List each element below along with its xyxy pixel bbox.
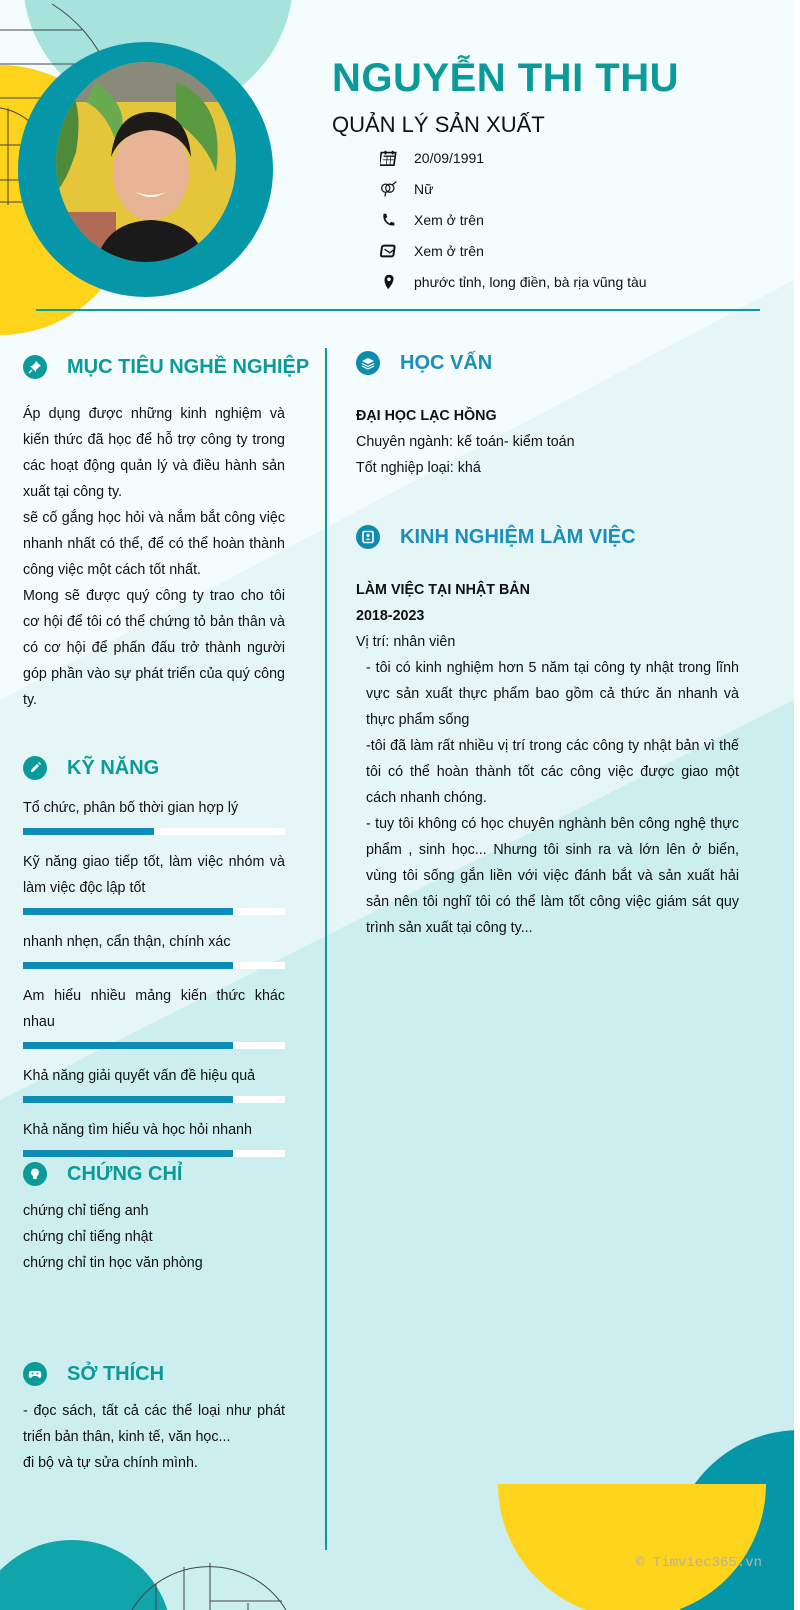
info-birthdate bbox=[380, 142, 647, 173]
gender-icon bbox=[380, 179, 414, 199]
skill-bar-fill bbox=[23, 908, 233, 915]
pencil-icon bbox=[23, 756, 47, 780]
skill-item bbox=[23, 1117, 285, 1157]
candidate-title: QUẢN LÝ SẢN XUẤT bbox=[332, 112, 545, 137]
personal-info bbox=[380, 142, 647, 297]
skill-item bbox=[23, 983, 285, 1049]
gender-value: Nữ bbox=[414, 180, 434, 197]
school-name: ĐẠI HỌC LẠC HỒNG bbox=[356, 408, 497, 424]
birthdate-value: 20/09/1991 bbox=[414, 149, 485, 166]
column-divider bbox=[325, 348, 327, 1550]
avatar-ring bbox=[18, 42, 273, 297]
skill-bar bbox=[23, 962, 285, 969]
certificates-heading bbox=[23, 1162, 182, 1186]
info-gender bbox=[380, 173, 647, 204]
skill-item bbox=[23, 1063, 285, 1103]
skill-bar bbox=[23, 1150, 285, 1157]
skill-label: Tổ chức, phân bố thời gian hợp lý bbox=[23, 800, 239, 816]
candidate-name: NGUYỄN THI THU bbox=[332, 56, 679, 100]
education-major: Chuyên ngành: kế toán- kiểm toán bbox=[356, 434, 575, 450]
skill-item bbox=[23, 795, 285, 835]
experience-paragraph: - tôi có kinh nghiệm hơn 5 năm tại công ty nhật trong lĩnh vực sản xuất thực phẩm bao gồm cả thức ăn nhanh và thực phẩm sống bbox=[366, 660, 739, 728]
info-address bbox=[380, 266, 647, 297]
info-phone bbox=[380, 204, 647, 235]
certificate-item: chứng chỉ tin học văn phòng bbox=[23, 1255, 203, 1271]
certificates-title: CHỨNG CHỈ bbox=[67, 1162, 183, 1185]
skills-title: KỸ NĂNG bbox=[67, 756, 160, 779]
experience-title: KINH NGHIỆM LÀM VIỆC bbox=[400, 525, 636, 548]
skill-label: nhanh nhẹn, cẩn thận, chính xác bbox=[23, 934, 231, 950]
company-name: LÀM VIỆC TẠI NHẬT BẢN bbox=[356, 582, 530, 598]
objective-paragraph: Mong sẽ được quý công ty trao cho tôi cơ hội để tôi có thể chứng tỏ bản thân và có cơ hội để phấn đấu trở thành người góp phần vào sự phát triển của quý công ty. bbox=[23, 588, 285, 708]
experience-description bbox=[356, 655, 739, 941]
email-value: Xem ở trên bbox=[414, 242, 484, 259]
certificates-list bbox=[23, 1198, 285, 1276]
education-title: HỌC VẤN bbox=[400, 351, 493, 374]
hobby-paragraph: - đọc sách, tất cả các thể loại như phát triển bản thân, kinh tế, văn học... bbox=[23, 1403, 285, 1445]
phone-value: Xem ở trên bbox=[414, 211, 484, 228]
gamepad-icon bbox=[23, 1362, 47, 1386]
skill-bar-fill bbox=[23, 828, 154, 835]
avatar bbox=[56, 62, 236, 262]
objective-paragraph: sẽ cố gắng học hỏi và nắm bắt công việc nhanh nhất có thể, để có thể hoàn thành công việc một cách tốt nhất. bbox=[23, 510, 285, 578]
contact-card-icon bbox=[356, 525, 380, 549]
skills-list bbox=[23, 795, 285, 1171]
skill-bar bbox=[23, 1042, 285, 1049]
objective-heading bbox=[23, 355, 309, 379]
hobbies-title: SỞ THÍCH bbox=[67, 1362, 165, 1385]
skill-bar bbox=[23, 1096, 285, 1103]
page-margin bbox=[794, 0, 800, 1610]
objective-paragraph: Áp dụng được những kinh nghiệm và kiến thức đã học để hỗ trợ công ty trong các hoạt động quản lý và điều hành sản xuất tại công ty. bbox=[23, 406, 285, 500]
experience-details bbox=[356, 577, 739, 941]
skill-item bbox=[23, 849, 285, 915]
skill-bar-fill bbox=[23, 1042, 233, 1049]
work-position: Vị trí: nhân viên bbox=[356, 634, 456, 650]
objective-title: MỤC TIÊU NGHỀ NGHIỆP bbox=[67, 355, 310, 378]
education-grade: Tốt nghiệp loại: khá bbox=[356, 460, 481, 476]
skill-label: Khả năng giải quyết vấn đề hiệu quả bbox=[23, 1068, 256, 1084]
skill-label: Am hiểu nhiều mảng kiến thức khác nhau bbox=[23, 988, 285, 1030]
skill-bar-fill bbox=[23, 1096, 233, 1103]
watermark: © Timviec365.vn bbox=[636, 1555, 763, 1571]
education-heading bbox=[356, 351, 492, 375]
experience-paragraph: - tuy tôi không có học chuyên nghành bên công nghệ thực phẩm , sinh học... Nhưng tôi sinh ra và lớn lên ở biển, vùng tôi sống gắn liền với việc đánh bắt và sản xuất hải sản nên tôi nghĩ tôi có thể làm tốt công việc giám sát quy trình sản xuất tại công ty... bbox=[366, 816, 739, 936]
lightbulb-icon bbox=[23, 1162, 47, 1186]
info-email bbox=[380, 235, 647, 266]
skill-item bbox=[23, 929, 285, 969]
layers-icon bbox=[356, 351, 380, 375]
skill-bar-fill bbox=[23, 1150, 233, 1157]
work-period: 2018-2023 bbox=[356, 608, 425, 624]
skill-bar bbox=[23, 828, 285, 835]
skill-bar-fill bbox=[23, 962, 233, 969]
hobbies-text bbox=[23, 1398, 285, 1476]
phone-icon bbox=[380, 210, 414, 230]
location-icon bbox=[380, 272, 414, 292]
skill-label: Khả năng tìm hiểu và học hỏi nhanh bbox=[23, 1122, 252, 1138]
hobbies-heading bbox=[23, 1362, 164, 1386]
skill-bar bbox=[23, 908, 285, 915]
objective-text bbox=[23, 401, 285, 713]
header-divider bbox=[36, 309, 760, 311]
calendar-icon bbox=[380, 148, 414, 168]
certificate-item: chứng chỉ tiếng anh bbox=[23, 1203, 149, 1219]
hobby-paragraph: đi bộ và tự sửa chính mình. bbox=[23, 1455, 198, 1471]
pin-icon bbox=[23, 355, 47, 379]
education-details bbox=[356, 403, 746, 481]
skills-heading bbox=[23, 756, 159, 780]
email-icon bbox=[380, 241, 414, 261]
experience-heading bbox=[356, 525, 636, 549]
experience-paragraph: -tôi đã làm rất nhiều vị trí trong các công ty nhật bản vì thế tôi có thể hoàn thành tốt các công việc được giao một cách nhanh chóng. bbox=[366, 738, 739, 806]
skill-label: Kỹ năng giao tiếp tốt, làm việc nhóm và làm việc độc lập tốt bbox=[23, 854, 285, 896]
certificate-item: chứng chỉ tiếng nhật bbox=[23, 1229, 153, 1245]
address-value: phước tỉnh, long điền, bà rịa vũng tàu bbox=[414, 273, 647, 290]
